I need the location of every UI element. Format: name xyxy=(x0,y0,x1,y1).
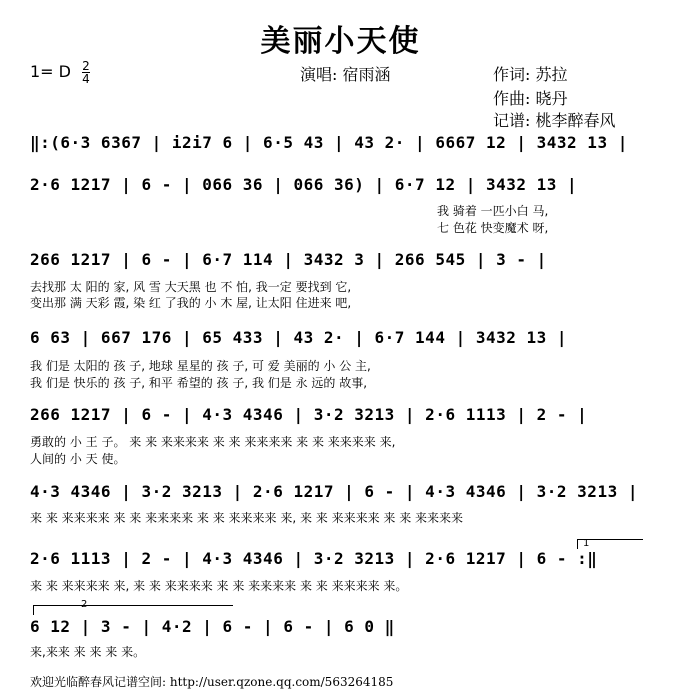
lyric-line-4b: 我 们是 快乐的 孩 子, 和平 希望的 孩 子, 我 们是 永 远的 故事, xyxy=(30,376,368,390)
lyric-line-2b: 七 色花 快变魔术 呀, xyxy=(437,221,549,235)
volta-2-label: 2 xyxy=(81,599,88,610)
notation-line-2: 2·6 1217 | 6 - | 066 36 | 066 36) | 6·7 12 | 3432 13 | xyxy=(30,175,578,194)
notation-line-4: 6 63 | 667 176 | 65 433 | 43 2· | 6·7 144 | 3432 13 | xyxy=(30,328,568,347)
notation-line-3: 266 1217 | 6 - | 6·7 114 | 3432 3 | 266 545 | 3 - | xyxy=(30,250,547,269)
volta-1-label: 1 xyxy=(583,538,590,549)
lyric-line-7a: 来 来 来来来来 来, 来 来 来来来来 来 来 来来来来 来 来 来来来来 来。 xyxy=(30,579,408,593)
time-signature-bottom: 4 xyxy=(82,72,90,86)
transcriber-credit xyxy=(493,108,616,131)
composer-label: 作曲: xyxy=(493,89,531,108)
composer-name: 晓丹 xyxy=(535,89,568,108)
volta-1-bracket-edge xyxy=(577,539,578,549)
key-label: 1= D xyxy=(30,62,71,81)
notation-line-7: 2·6 1113 | 2 - | 4·3 4346 | 3·2 3213 | 2·6 1217 | 6 - :‖ xyxy=(30,549,598,568)
singer-name: 宿雨涵 xyxy=(342,65,391,84)
lyric-line-4a: 我 们是 太阳的 孩 子, 地球 星星的 孩 子, 可 爱 美丽的 小 公 主, xyxy=(30,359,371,373)
time-signature-top: 2 xyxy=(82,59,90,73)
key-signature xyxy=(30,60,90,85)
notation-line-6: 4·3 4346 | 3·2 3213 | 2·6 1217 | 6 - | 4·3 4346 | 3·2 3213 | xyxy=(30,482,638,501)
volta-2-bracket-edge xyxy=(33,605,34,615)
lyric-line-5a: 勇敢的 小 王 子。 来 来 来来来来 来 来 来来来来 来 来 来来来来 来, xyxy=(30,435,396,449)
lyric-line-5b: 人间的 小 天 使。 xyxy=(30,452,126,466)
composer-credit xyxy=(493,86,568,109)
lyric-line-8a: 来,来来 来 来 来 来。 xyxy=(30,645,146,659)
transcriber-name: 桃李醉春风 xyxy=(535,111,616,130)
lyricist-credit xyxy=(493,62,568,85)
lyric-line-3b: 变出那 满 天彩 霞, 染 红 了我的 小 木 屋, 让太阳 住进来 吧, xyxy=(30,296,352,310)
notation-line-8: 6 12 | 3 - | 4·2 | 6 - | 6 - | 6 0 ‖ xyxy=(30,617,395,636)
notation-line-5: 266 1217 | 6 - | 4·3 4346 | 3·2 3213 | 2·6 1113 | 2 - | xyxy=(30,405,588,424)
time-signature xyxy=(82,60,90,85)
lyricist-label: 作词: xyxy=(493,65,531,84)
lyricist-name: 苏拉 xyxy=(535,65,568,84)
volta-2-bracket xyxy=(33,605,233,606)
singer-label: 演唱: xyxy=(300,65,338,84)
lyric-line-2a: 我 骑着 一匹小白 马, xyxy=(437,204,549,218)
transcriber-label: 记谱: xyxy=(493,111,531,130)
notation-line-1: ‖:(6·3 6367 | i2i7 6 | 6·5 43 | 43 2· | 6667 12 | 3432 13 | xyxy=(30,133,628,152)
footer-note: 欢迎光临醉春风记谱空间: http://user.qzone.qq.com/563264185 xyxy=(30,675,394,689)
lyric-line-3a: 去找那 太 阳的 家, 风 雪 大天黑 也 不 怕, 我一定 要找到 它, xyxy=(30,280,352,294)
song-title: 美丽小天使 xyxy=(260,24,421,59)
singer-credit xyxy=(300,62,391,85)
lyric-line-6a: 来 来 来来来来 来 来 来来来来 来 来 来来来来 来, 来 来 来来来来 来 来 来来来来 xyxy=(30,511,464,525)
